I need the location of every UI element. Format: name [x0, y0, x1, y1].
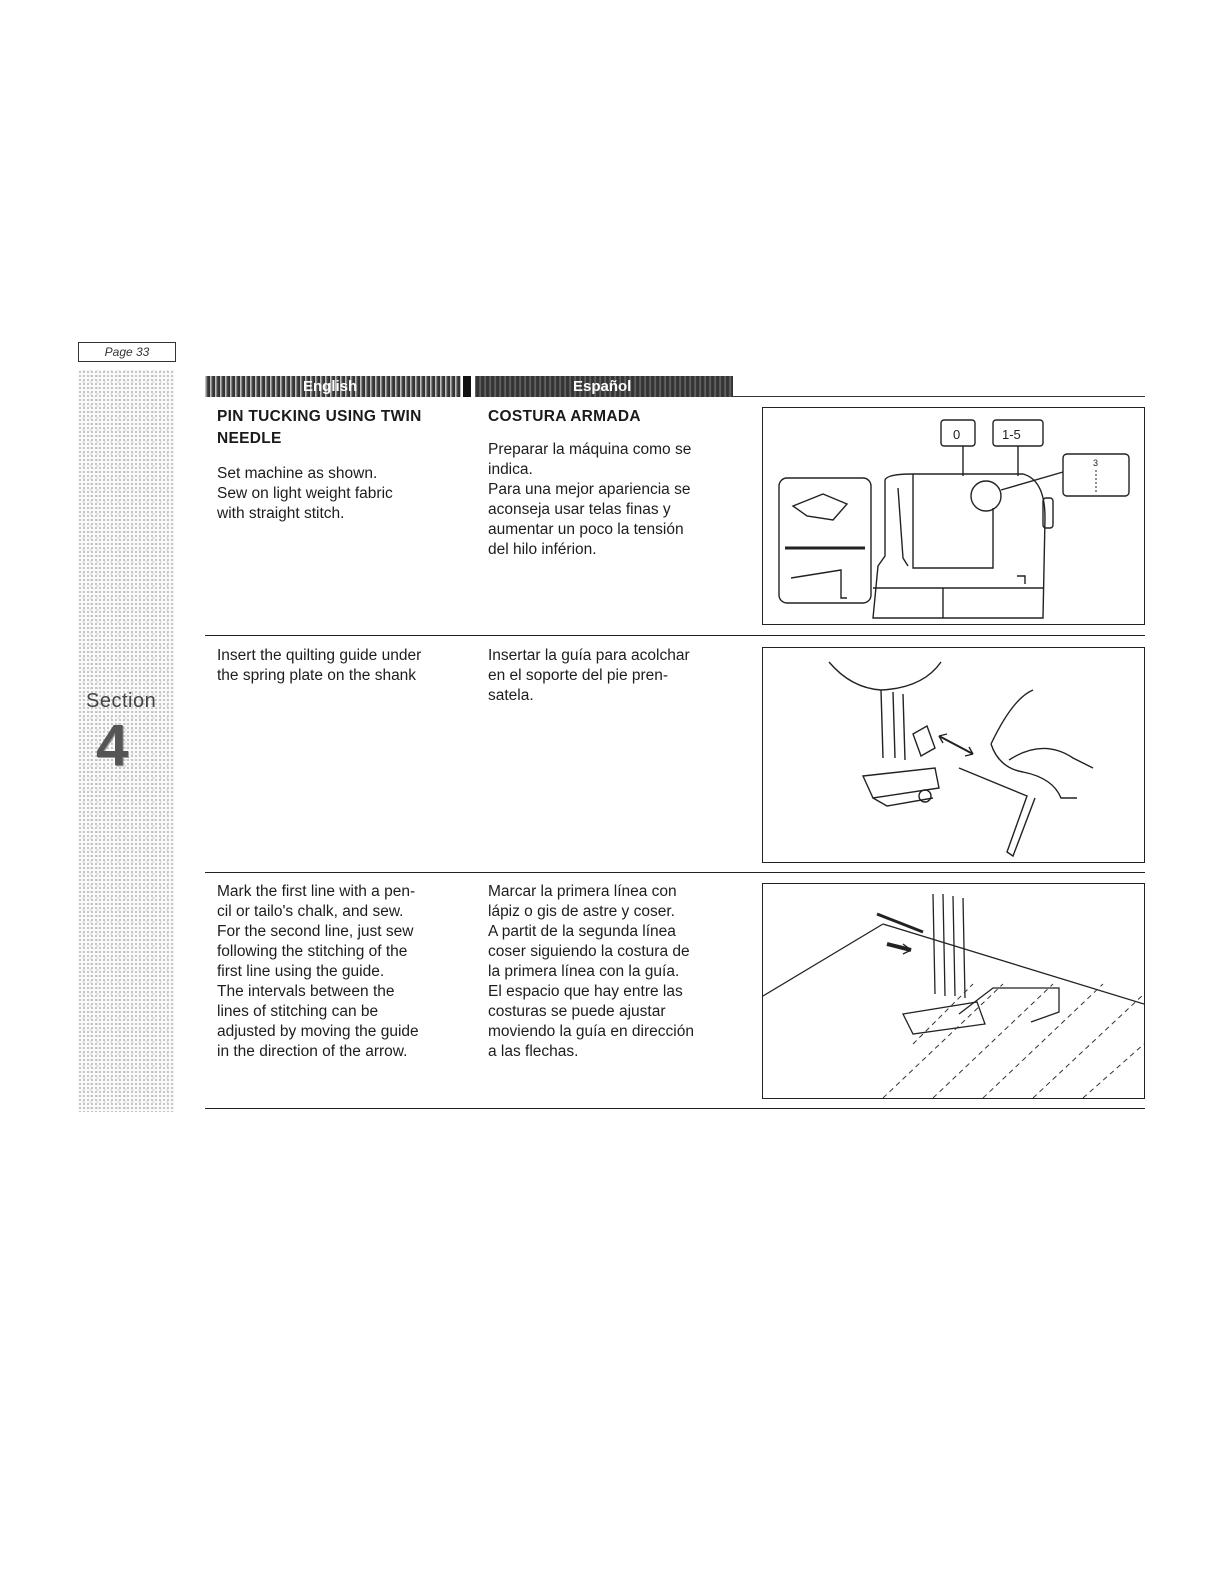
figure-insert-quilting-guide — [762, 647, 1145, 863]
spanish-text-block-1: Preparar la máquina como se indica. Para una mejor apariencia se aconseja usar telas finas y aumentar un poco la tensión del hilo inférion. — [488, 441, 692, 558]
english-header: English — [205, 376, 461, 397]
header-divider — [463, 376, 471, 397]
svg-text:0: 0 — [953, 427, 961, 442]
language-header — [205, 376, 1145, 397]
spanish-text-block-3: Marcar la primera línea con lápiz o gis de astre y coser. A partit de la segunda línea coser siguiendo la costura de la primera línea con la guía. El espacio que hay entre las costuras se puede ajustar moviendo la guía en dirección a las flechas. — [488, 883, 694, 1060]
page-number-tag: Page 33 — [78, 342, 176, 362]
spanish-heading-costura: COSTURA ARMADA — [488, 408, 641, 425]
section-divider-3 — [205, 1108, 1145, 1109]
spanish-text-block-2: Insertar la guía para acolchar en el soporte del pie pren- satela. — [488, 647, 690, 704]
spanish-header: Español — [475, 376, 733, 397]
section-divider-2 — [205, 872, 1145, 873]
english-text-block-3: Mark the first line with a pen- cil or tailo's chalk, and sew. For the second line, just sew following the stitching of the first line using the guide. The intervals between the lines of stitching can be adjusted by moving the guide in the direction of the arrow. — [217, 883, 419, 1060]
header-rule — [733, 396, 1145, 397]
svg-text:3: 3 — [1093, 458, 1099, 468]
english-heading-pin-tucking: PIN TUCKING USING TWIN NEEDLE — [217, 408, 422, 447]
figure-machine-setup — [762, 407, 1145, 625]
svg-text:1-5: 1-5 — [1002, 427, 1021, 442]
section-divider-1 — [205, 635, 1145, 636]
english-text-block-1: Set machine as shown. Sew on light weight fabric with straight stitch. — [217, 465, 393, 522]
section-label: Section — [86, 690, 157, 712]
section-number: 4 — [96, 713, 129, 778]
english-text-block-2: Insert the quilting guide under the spring plate on the shank — [217, 647, 422, 684]
figure-sewing-with-guide — [762, 883, 1145, 1099]
